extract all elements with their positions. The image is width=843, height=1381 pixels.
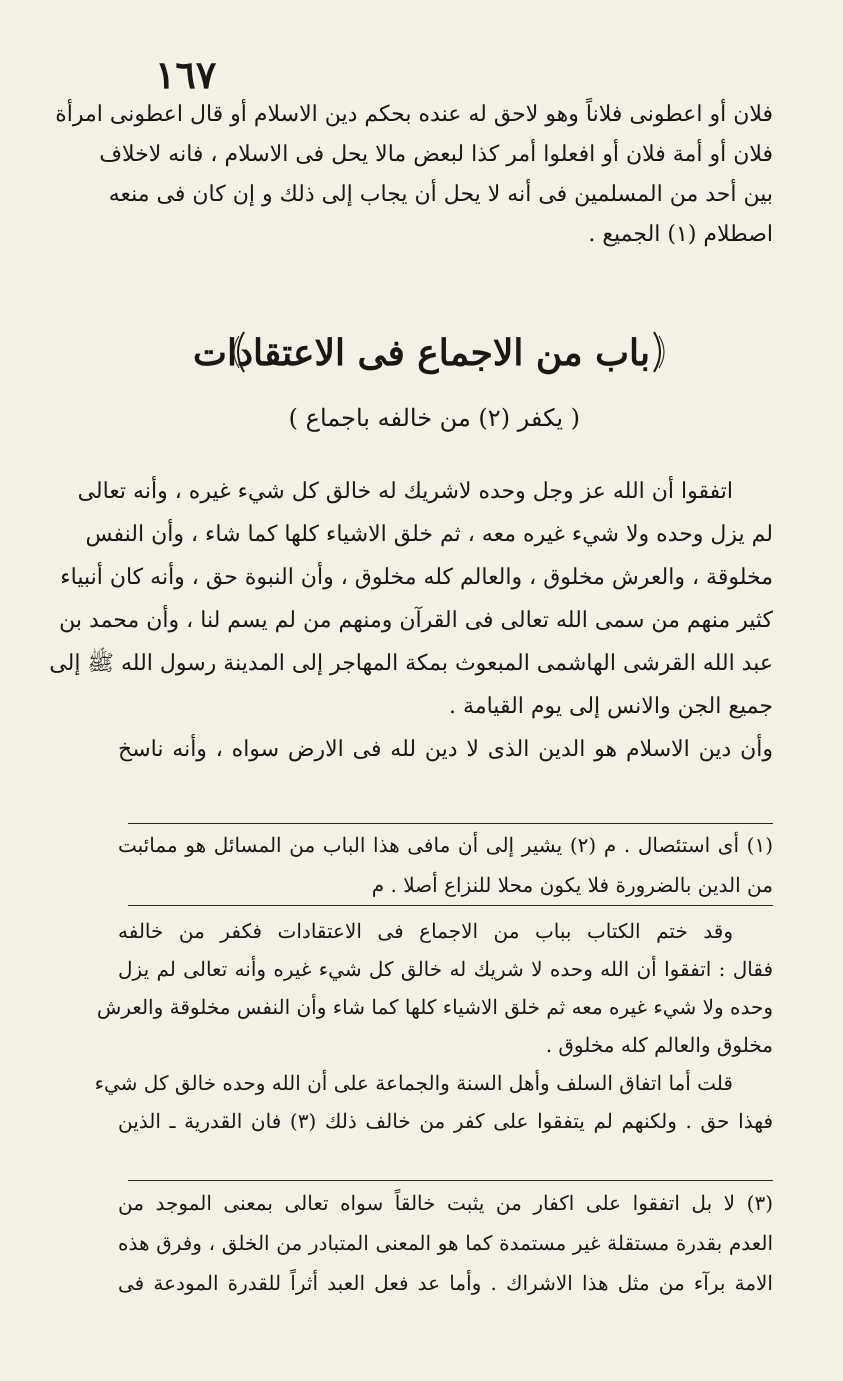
footnote-line: (٣) لا بل اتفقوا على اكفار من يثبت خالقاً سواه تعالى بمعنى الموجد من: [118, 1191, 773, 1215]
text-line: عبد الله القرشى الهاشمى المبعوث بمكة المهاجر إلى المدينة رسول الله ﷺ إلى: [49, 651, 773, 676]
commentary-line: قلت أما اتفاق السلف وأهل السنة والجماعة على أن الله وحده خالق كل شيء: [94, 1071, 733, 1095]
text-line: اصطلام (١) الجميع .: [588, 222, 773, 247]
main-body-text: [49, 470, 773, 771]
commentary-line: فهذا حق . ولكنهم لم يتفقوا على كفر من خالف ذلك (٣) فان القدرية ـ الذين: [118, 1109, 774, 1133]
text-line: وأن دين الاسلام هو الدين الذى لا دين لله فى الارض سواه ، وأنه ناسخ: [118, 737, 773, 762]
footnote-line: الامة برآء من مثل هذا الاشراك . وأما عد فعل العبد أثراً للقدرة المودعة فى: [118, 1271, 773, 1295]
text-line: اتفقوا أن الله عز وجل وحده لاشريك له خالق كل شيء غيره ، وأنه تعالى: [77, 479, 733, 504]
footnote-line: (١) أى استئصال . م (٢) يشير إلى أن مافى هذا الباب من المسائل هو ممائبت: [118, 833, 774, 857]
text-line: بين أحد من المسلمين فى أنه لا يحل أن يجاب إلى ذلك و إن كان فى منعه: [108, 182, 773, 207]
footnote-divider: [128, 823, 773, 824]
text-line: كثير منهم من سمى الله تعالى فى القرآن ومنهم من لم يسم لنا ، وأن محمد بن: [59, 608, 773, 633]
ornament-bracket-left: [228, 330, 248, 374]
text-line: مخلوقة ، والعرش مخلوق ، والعالم كله مخلوق ، وأن النبوة حق ، وأنه كان أنبياء: [60, 565, 773, 590]
footnote-3: [118, 1183, 773, 1303]
page-number: ١٦٧: [155, 52, 217, 97]
text-line: فلان أو أمة فلان أو افعلوا أمر كذا لبعض مالا يحل فى الاسلام ، فانه لاخلاف: [99, 142, 773, 167]
ornament-bracket-right: [650, 330, 670, 374]
chapter-heading: باب من الاجماع فى الاعتقادات: [193, 332, 650, 374]
text-line: جميع الجن والانس إلى يوم القيامة .: [449, 694, 773, 719]
commentary-line: وقد ختم الكتاب بباب من الاجماع فى الاعتقادات فكفر من خالفه: [118, 919, 733, 943]
commentary-line: فقال : اتفقوا أن الله وحده لا شريك له خالق كل شيء غيره وأنه تعالى لم يزل: [118, 957, 773, 981]
commentary-line: مخلوق والعالم كله مخلوق .: [545, 1033, 773, 1057]
footnote-line: العدم بقدرة مستقلة غير مستمدة كما هو المعنى المتبادر من الخلق ، وفرق هذه: [118, 1231, 773, 1255]
footnote-1: [118, 825, 773, 905]
text-line: لم يزل وحده ولا شيء غيره معه ، ثم خلق الاشياء كلها كما شاء ، وأن النفس: [85, 522, 773, 547]
text-line: فلان أو اعطونى فلاناً وهو لاحق له عنده بحكم دين الاسلام أو قال اعطونى امرأة: [55, 102, 773, 127]
commentary-line: وحده ولا شيء غيره معه ثم خلق الاشياء كلها كما شاء وأن النفس مخلوقة والعرش: [96, 995, 773, 1019]
commentary-divider: [128, 905, 773, 906]
commentary-text: [94, 912, 774, 1140]
footnote-divider: [128, 1180, 773, 1181]
top-paragraph: [55, 95, 773, 255]
chapter-subheading: ( يكفر (٢) من خالفه باجماع ): [288, 404, 580, 432]
footnote-line: من الدين بالضرورة فلا يكون محلا للنزاع أصلا . م: [371, 873, 773, 897]
